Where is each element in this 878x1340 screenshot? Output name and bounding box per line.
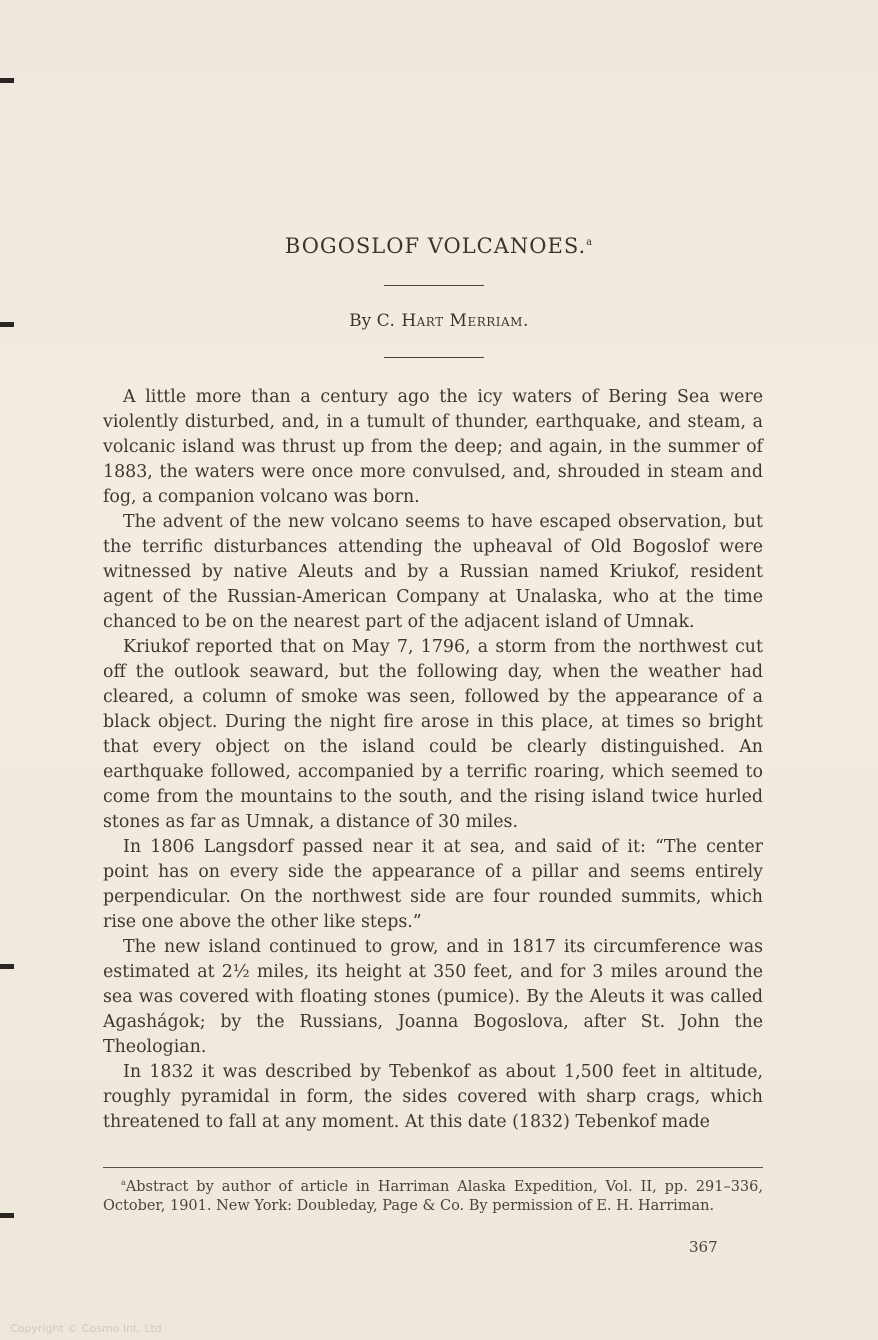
page-number: 367 bbox=[689, 1238, 718, 1256]
byline-prefix: By bbox=[349, 311, 372, 331]
copyright-watermark: Copyright © Cosmo Int. Ltd bbox=[10, 1322, 162, 1335]
footnote-marker: a bbox=[121, 1178, 126, 1187]
footnote-divider bbox=[103, 1167, 763, 1168]
title-note-marker: a bbox=[586, 237, 594, 248]
binding-mark bbox=[0, 964, 14, 969]
footnote-text: Abstract by author of article in Harriman Alaska Expedition, Vol. II, pp. 291–336, October, 1901. New York: Doubleday, Page & Co. By permission of E. H. Harriman. bbox=[103, 1178, 763, 1214]
paragraph: In 1832 it was described by Tebenkof as about 1,500 feet in altitude, roughly pyramidal in form, the sides covered with sharp crags, which threatened to fall at any moment. At this date (1832) Tebenkof made bbox=[103, 1062, 763, 1132]
article-body bbox=[103, 385, 763, 1135]
paragraph: In 1806 Langsdorf passed near it at sea, and said of it: “The center point has on every side the appearance of a pillar and seems entirely perpendicular. On the northwest side are four rounded summits, which rise one above the other like steps.” bbox=[103, 837, 763, 932]
byline-divider bbox=[384, 357, 484, 358]
title-divider bbox=[384, 285, 484, 286]
paragraph: The advent of the new volcano seems to have escaped observation, but the terrific disturbances attending the upheaval of Old Bogoslof were witnessed by native Aleuts and by a Russian named Kriukof, resident agent of the Russian-American Company at Unalaska, who at the time chanced to be on the nearest part of the adjacent island of Umnak. bbox=[103, 512, 763, 632]
byline-author: C. Hart Merriam. bbox=[376, 311, 529, 331]
paragraph: A little more than a century ago the icy waters of Bering Sea were violently disturbed, and, in a tumult of thunder, earthquake, and steam, a volcanic island was thrust up from the deep; and again, in the summer of 1883, the waters were once more convulsed, and, shrouded in steam and fog, a companion volcano was born. bbox=[103, 387, 763, 507]
paragraph: The new island continued to grow, and in 1817 its circumference was estimated at 2½ miles, its height at 350 feet, and for 3 miles around the sea was covered with floating stones (pumice). By the Aleuts it was called Agashágok; by the Russians, Joanna Bogoslova, after St. John the Theologian. bbox=[103, 937, 763, 1057]
binding-mark bbox=[0, 78, 14, 83]
title-text: BOGOSLOF VOLCANOES. bbox=[284, 234, 587, 258]
byline bbox=[0, 311, 878, 331]
binding-mark bbox=[0, 1213, 14, 1218]
article-title bbox=[0, 234, 878, 258]
footnote bbox=[103, 1173, 763, 1216]
paragraph: Kriukof reported that on May 7, 1796, a storm from the northwest cut off the outlook seaward, but the following day, when the weather had cleared, a column of smoke was seen, followed by the appearance of a black object. During the night fire arose in this place, at times so bright that every object on the island could be clearly distinguished. An earthquake followed, accompanied by a terrific roaring, which seemed to come from the mountains to the south, and the rising island twice hurled stones as far as Umnak, a distance of 30 miles. bbox=[103, 637, 763, 832]
